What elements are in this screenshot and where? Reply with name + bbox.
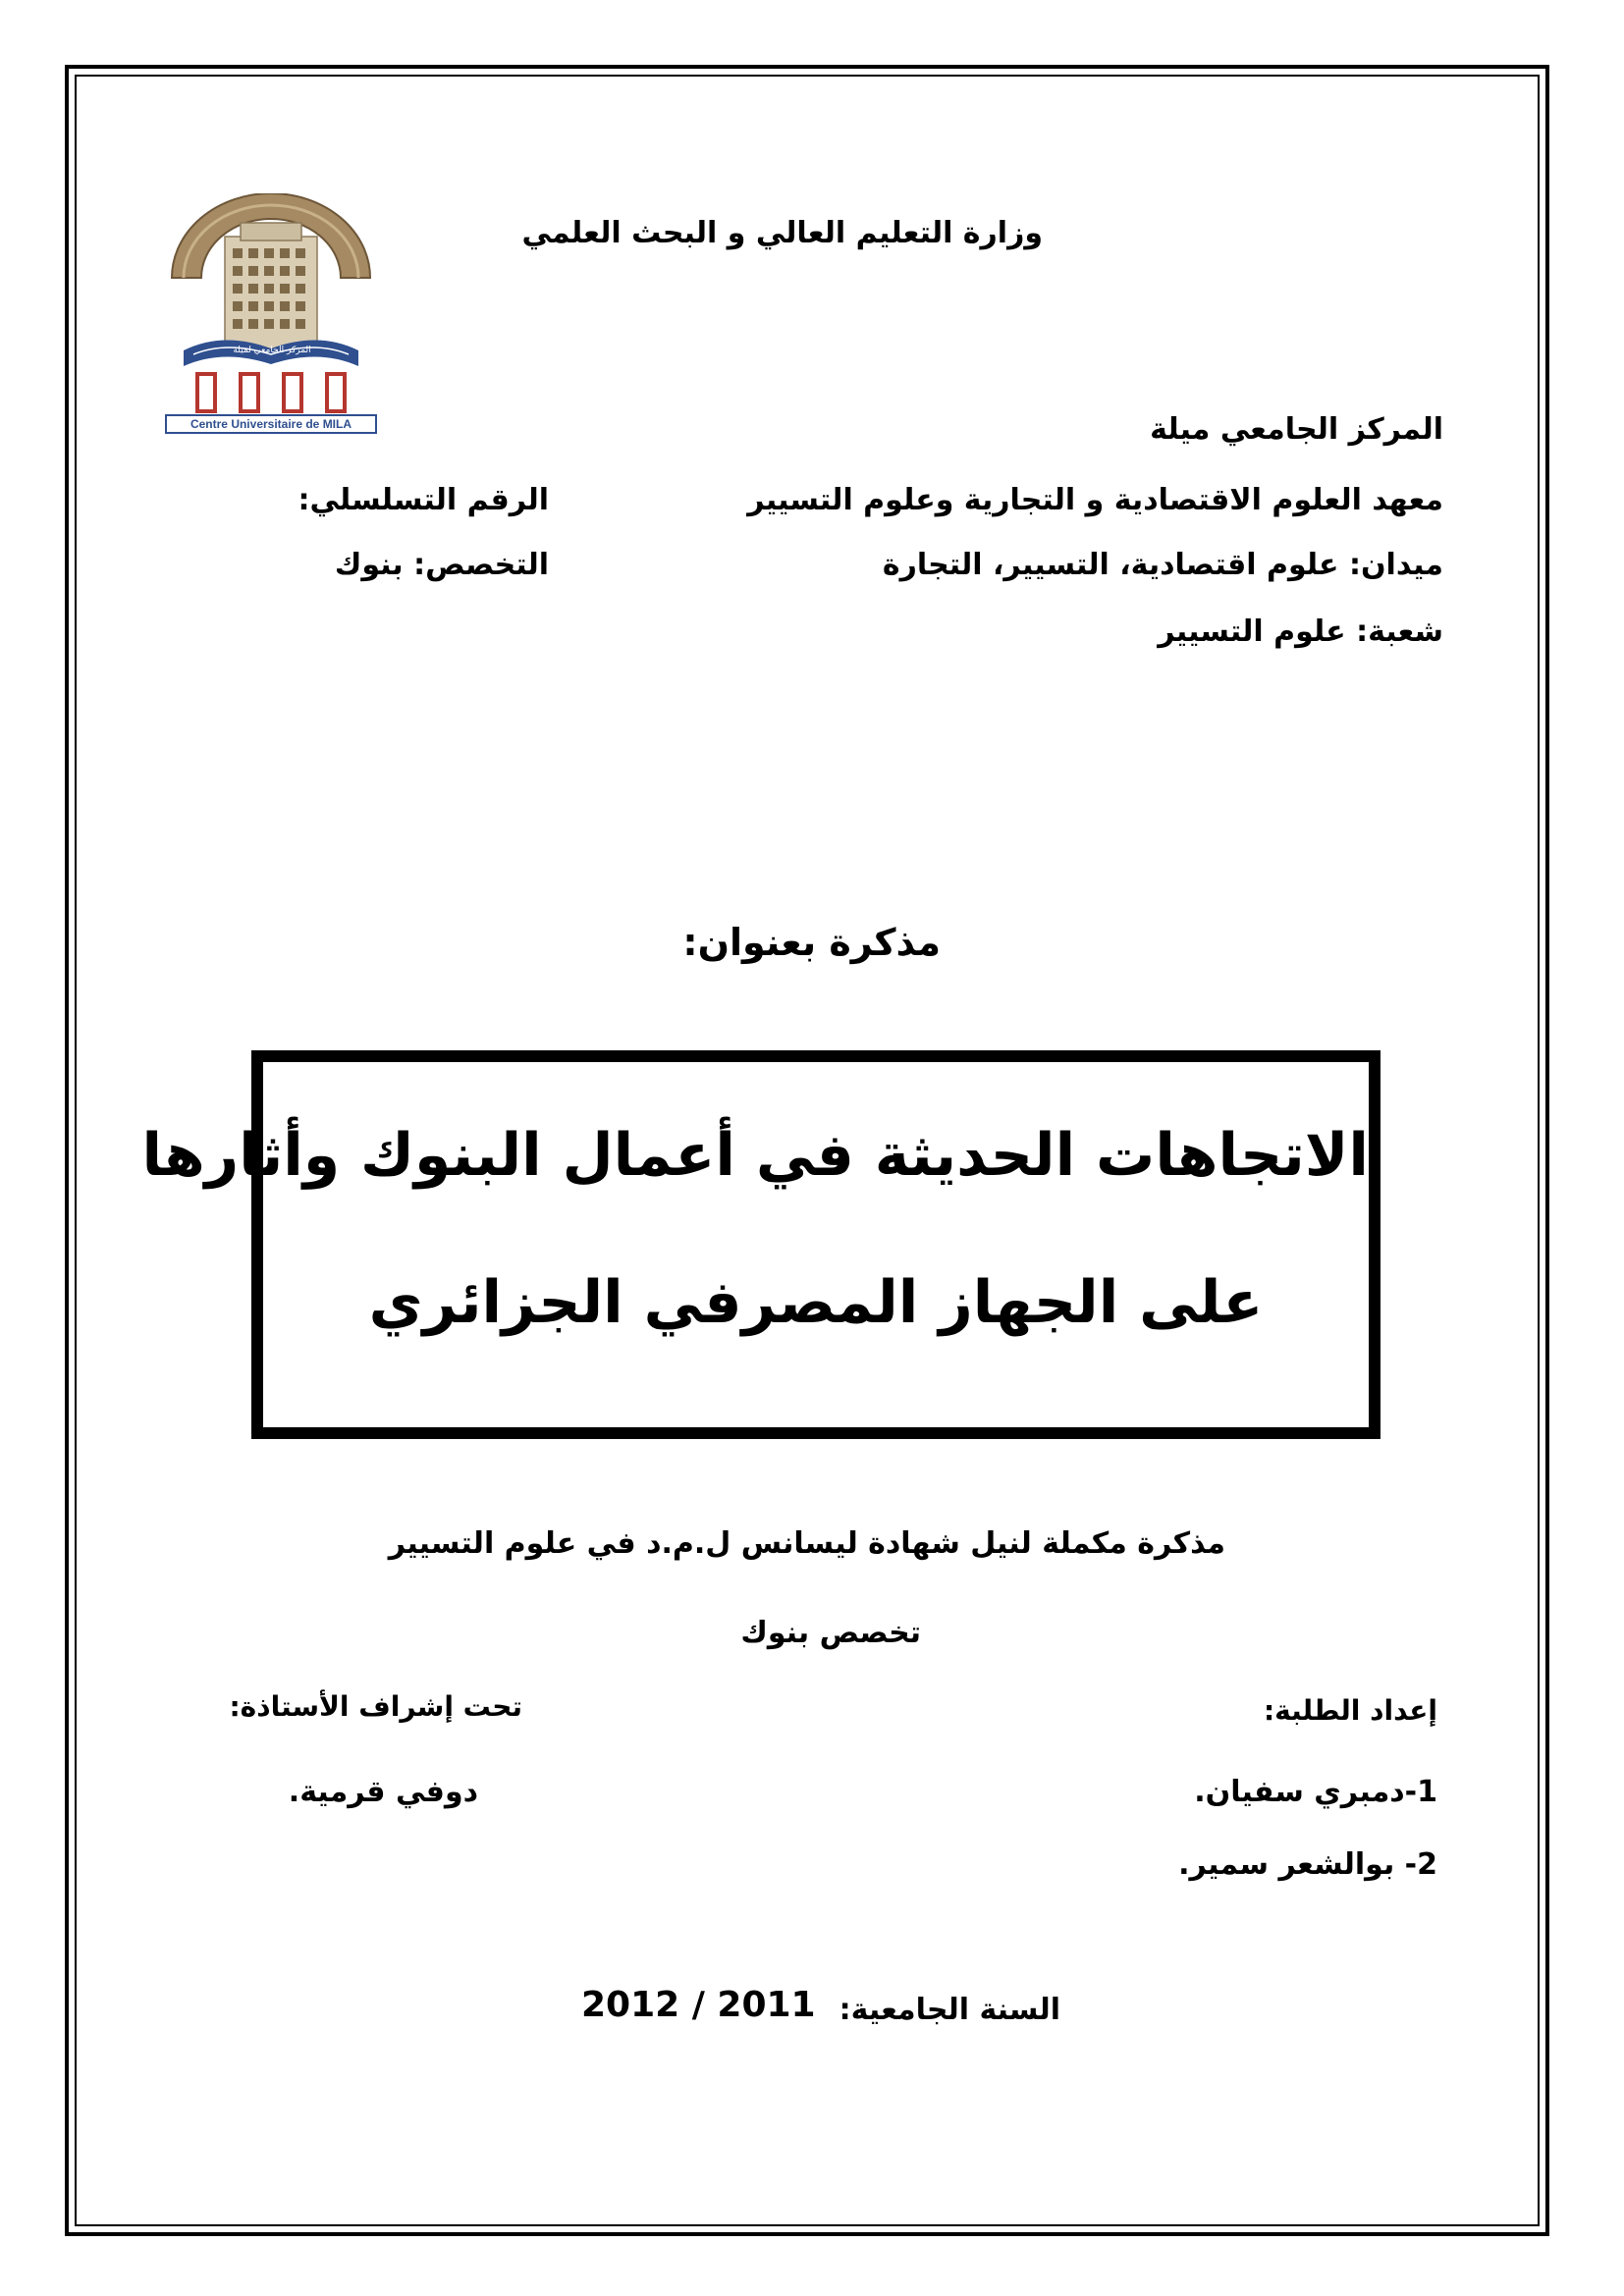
specialization: تخصص بنوك	[740, 1616, 921, 1650]
serial-number-label: الرقم التسلسلي:	[298, 483, 549, 517]
student-1: 1-دمبري سفيان.	[1194, 1775, 1437, 1809]
student-2: 2- بوالشعر سمير.	[1178, 1847, 1437, 1882]
center-name: المركز الجامعي ميلة	[1150, 412, 1443, 447]
logo-caption: Centre Universitaire de MILA	[189, 417, 352, 431]
university-logo	[164, 193, 378, 435]
academic-year-label: السنة الجامعية:	[839, 1993, 1060, 2027]
thesis-title-line-2: على الجهاز المصرفي الجزائري	[368, 1268, 1264, 1337]
thesis-title-box	[141, 1050, 1380, 1439]
thesis-title-line-1: الاتجاهات الحديثة في أعمال البنوك وأثارها	[141, 1121, 1369, 1190]
students-label: إعداد الطلبة:	[1263, 1694, 1437, 1727]
academic-year-value: 2012 / 2011	[581, 1985, 816, 2025]
supervisor-label: تحت إشراف الأستاذة:	[229, 1690, 522, 1723]
ministry-name: وزارة التعليم العالي و البحث العلمي	[521, 216, 1043, 250]
memo-heading: مذكرة بعنوان:	[682, 921, 941, 964]
supervisor-name: دوفي قرمية.	[288, 1775, 478, 1809]
specialty: التخصص: بنوك	[334, 548, 549, 582]
degree-purpose: مذكرة مكملة لنيل شهادة ليسانس ل.م.د في علوم التسيير	[388, 1526, 1225, 1561]
institute-name: معهد العلوم الاقتصادية و التجارية وعلوم التسيير	[747, 483, 1443, 517]
branch: شعبة: علوم التسيير	[1158, 614, 1443, 649]
field-of-study: ميدان: علوم اقتصادية، التسيير، التجارة	[882, 548, 1443, 582]
logo-arabic-text: المركز الجامعي لميلة	[233, 346, 311, 355]
